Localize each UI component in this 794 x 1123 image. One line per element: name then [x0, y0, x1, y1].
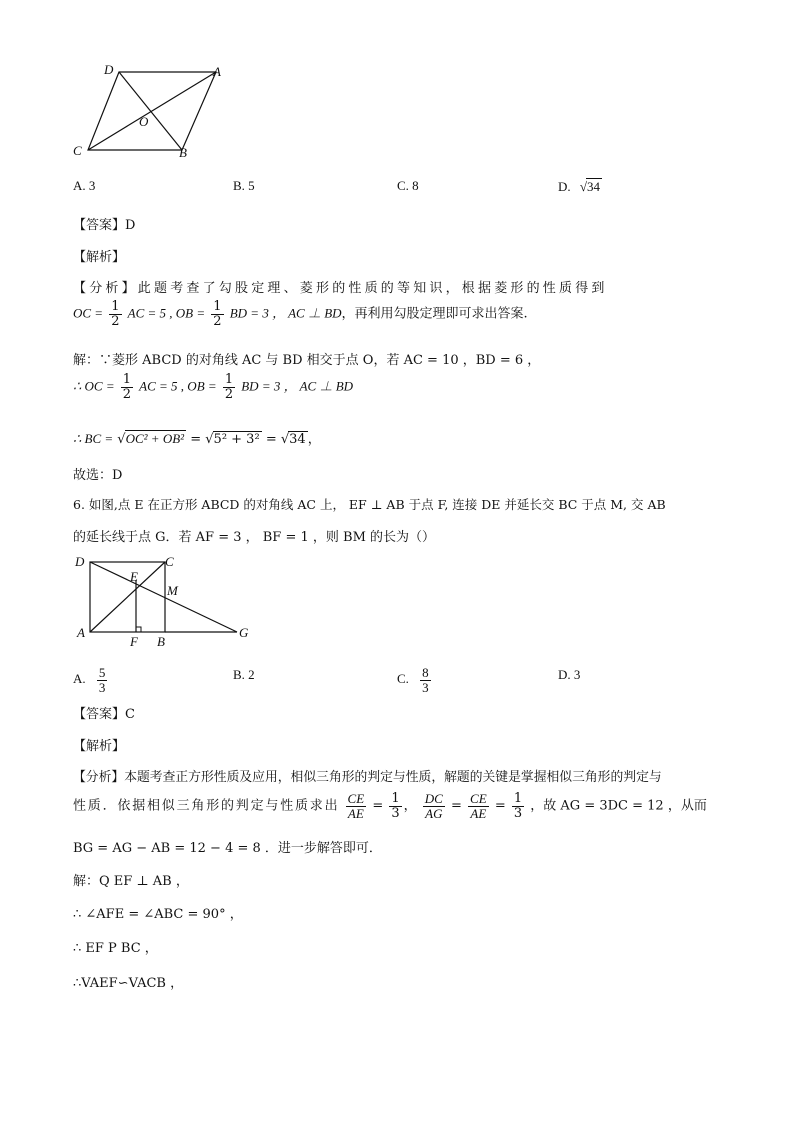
q6-stem-line1: 6. 如图,点 E 在正方形 ABCD 的对角线 AC 上， EF ⊥ AB 于点 F, 连接 DE 并延长交 BC 于点 M, 交 AB: [73, 497, 666, 512]
q5-option-c: C. 8: [397, 178, 419, 193]
label-a: A: [77, 625, 85, 640]
q6-jie2: ∴ ∠AFE = ∠ABC = 90° ，: [73, 907, 243, 922]
q6-option-b: B. 2: [233, 667, 255, 682]
q6-fenxi-line3: BG = AG − AB = 12 − 4 = 8 ．进一步解答即可．: [73, 841, 382, 856]
label-f: F: [130, 634, 138, 649]
label-g: G: [239, 625, 249, 640]
q6-jie3: ∴ EF P BC ，: [73, 941, 158, 956]
q6-jie1: 解：Q EF ⊥ AB ，: [73, 874, 189, 889]
q6-stem-line2: 的延长线于点 G．若 AF = 3 ， BF = 1 ，则 BM 的长为（）: [73, 530, 436, 545]
q5-step2: ∴ BC = √OC² + OB² = √5² + 3² = √34 ，: [73, 431, 321, 447]
q6-option-d: D. 3: [558, 667, 581, 682]
q5-option-b: B. 5: [233, 178, 255, 193]
q6-analysis-heading: 【解析】: [73, 739, 126, 754]
label-b: B: [179, 145, 187, 160]
label-c: C: [165, 554, 174, 569]
q6-jie4: ∴VAEF∽VACB ，: [73, 976, 184, 991]
label-c: C: [73, 143, 82, 158]
q5-option-a: A. 3: [73, 178, 96, 193]
q6-option-c: C. $\frac{8}{3}$: [397, 665, 429, 695]
q6-answer: 【答案】C: [73, 707, 135, 722]
q5-option-d: D. √34: [558, 179, 601, 194]
q5-select: 故选：D: [73, 468, 123, 483]
label-e: E: [130, 569, 138, 584]
q5-options: [73, 178, 733, 198]
q6-fenxi-line1: 【分析】本题考查正方形性质及应用，相似三角形的判定与性质，解题的关键是掌握相似三角形的判定与: [73, 770, 662, 785]
q5-step1: ∴ OC = $\frac{1}{2}$ AC = 5 , OB = $\frac{1}{2}$ BD = 3 ， AC ⊥ BD: [73, 372, 354, 402]
q5-fenxi-line1: 【分析】此题考查了勾股定理、菱形的性质的等知识，根据菱形的性质得到: [73, 281, 608, 296]
q5-fenxi-line2: OC = $\frac{1}{2}$ AC = 5 , OB = $\frac{1}{2}$ BD = 3 ， AC ⊥ BD，再利用勾股定理即可求出答案.: [73, 299, 528, 329]
label-m: M: [167, 583, 178, 598]
label-d: D: [75, 554, 85, 569]
square-figure: [72, 552, 262, 652]
q5-jie-line: 解：∵菱形 ABCD 的对角线 AC 与 BD 相交于点 O，若 AC = 10 ，BD = 6 ，: [73, 353, 541, 368]
q5-analysis-heading: 【解析】: [73, 250, 126, 265]
q5-answer: 【答案】D: [73, 218, 136, 233]
label-b: B: [157, 634, 165, 649]
q6-option-a: A. $\frac{5}{3}$: [73, 665, 106, 695]
q6-fenxi-line2: 性质．依据相似三角形的判定与性质求出 $\frac{CE}{AE}$ = $\frac{1}{3}$ ， $\frac{DC}{AG}$ = $\frac{CE}{AE}$ = $\frac{1}{3}$ ，故 AG = 3DC = 12 ，从而: [73, 791, 707, 821]
rhombus-figure: [70, 62, 230, 162]
label-o: O: [139, 114, 149, 129]
label-a: A: [213, 64, 221, 79]
q6-options: [73, 656, 733, 696]
label-d: D: [104, 62, 114, 77]
